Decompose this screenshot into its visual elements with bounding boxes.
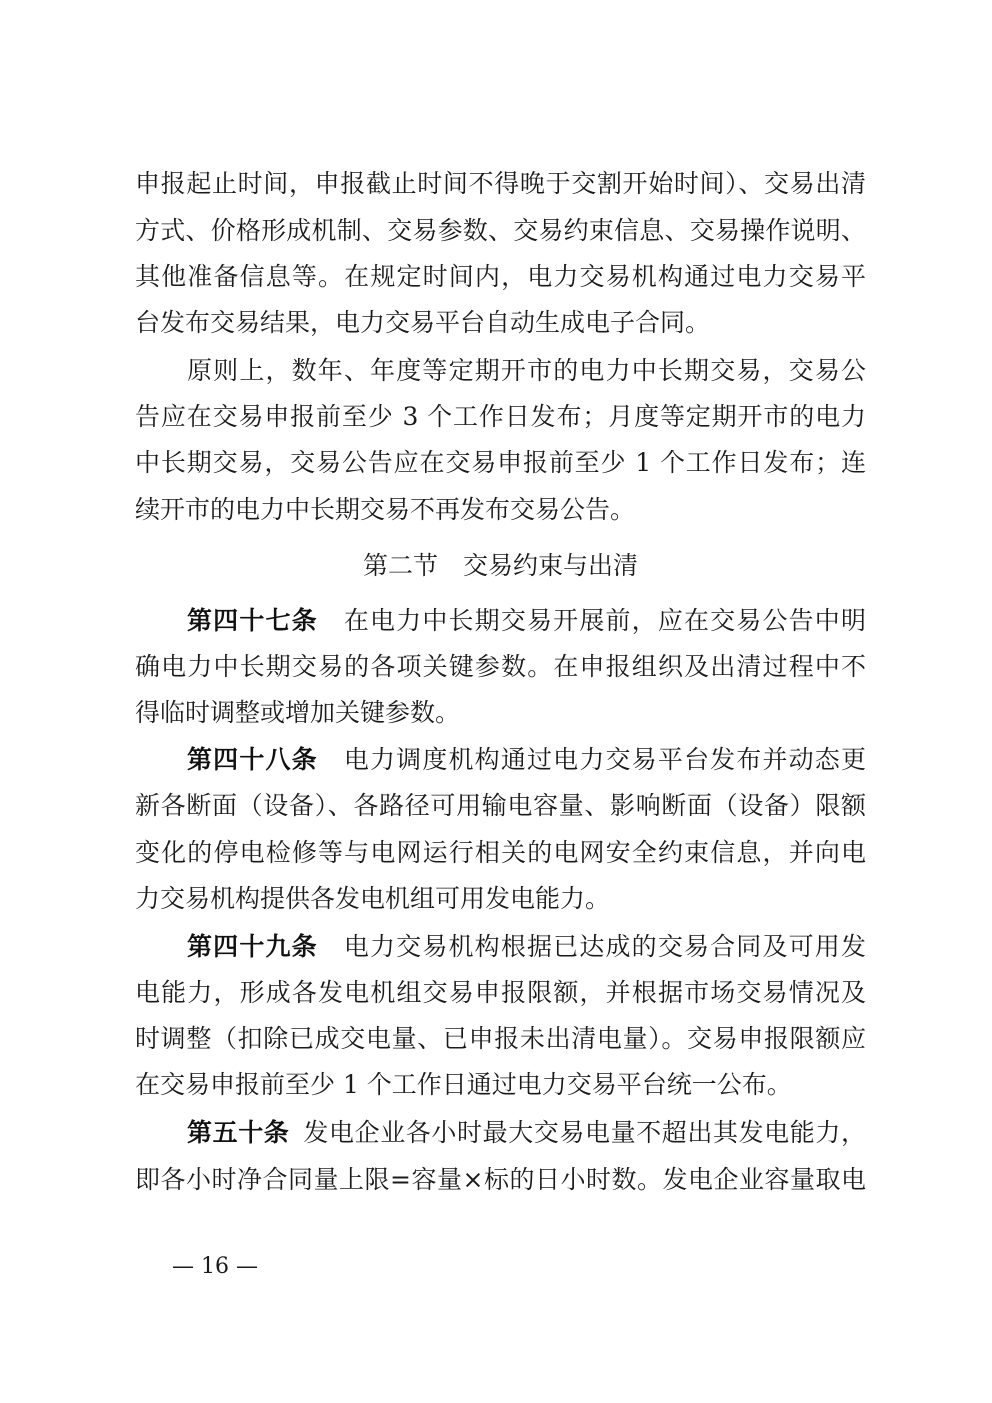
article-48-first-line (187, 737, 866, 783)
article-label: 第四十八条 (187, 745, 318, 774)
text-line: 时调整（扣除已成交电量、已申报未出清电量）。交易申报限额应 (135, 1024, 866, 1053)
article-label: 第四十九条 (187, 932, 318, 961)
page-number: — 16 — (172, 1254, 258, 1279)
text-span: 电力交易机构根据已达成的交易合同及可用发 (343, 932, 866, 961)
text-line: 告应在交易申报前至少 3 个工作日发布；月度等定期开市的电力 (135, 402, 866, 431)
text-line: 其他准备信息等。在规定时间内，电力交易机构通过电力交易平 (135, 262, 866, 291)
text-line: 即各小时净合同量上限=容量×标的日小时数。发电企业容量取电 (135, 1165, 866, 1194)
text-line: 台发布交易结果，电力交易平台自动生成电子合同。 (135, 308, 711, 337)
section-heading: 第二节 交易约束与出清 (362, 551, 638, 580)
text-line: 新各断面（设备）、各路径可用输电容量、影响断面（设备）限额 (135, 791, 866, 820)
text-line: 中长期交易，交易公告应在交易申报前至少 1 个工作日发布；连 (135, 448, 866, 477)
text-line: 电能力，形成各发电机组交易申报限额，并根据市场交易情况及 (135, 978, 866, 1007)
article-50-first-line (187, 1110, 866, 1156)
text-span: 电力调度机构通过电力交易平台发布并动态更 (343, 745, 866, 774)
text-line: 得临时调整或增加关键参数。 (135, 698, 461, 727)
text-line: 力交易机构提供各发电机组可用发电能力。 (135, 884, 611, 913)
text-span: 发电企业各小时最大交易电量不超出其发电能力， (303, 1118, 866, 1147)
text-line: 方式、价格形成机制、交易参数、交易约束信息、交易操作说明、 (135, 216, 866, 245)
text-line: 在交易申报前至少 1 个工作日通过电力交易平台统一公布。 (135, 1070, 792, 1099)
text-line: 确电力中长期交易的各项关键参数。在申报组织及出清过程中不 (135, 652, 866, 681)
text-span: 在电力中长期交易开展前，应在交易公告中明 (343, 606, 866, 635)
article-47-first-line (187, 598, 866, 644)
article-label: 第五十条 (187, 1118, 290, 1147)
text-line: 原则上，数年、年度等定期开市的电力中长期交易，交易公 (187, 356, 866, 385)
text-line: 续开市的电力中长期交易不再发布交易公告。 (135, 495, 636, 524)
article-label: 第四十七条 (187, 606, 318, 635)
article-49-first-line (187, 924, 866, 970)
text-line: 申报起止时间，申报截止时间不得晚于交割开始时间）、交易出清 (135, 169, 866, 198)
text-line: 变化的停电检修等与电网运行相关的电网安全约束信息，并向电 (135, 838, 866, 867)
